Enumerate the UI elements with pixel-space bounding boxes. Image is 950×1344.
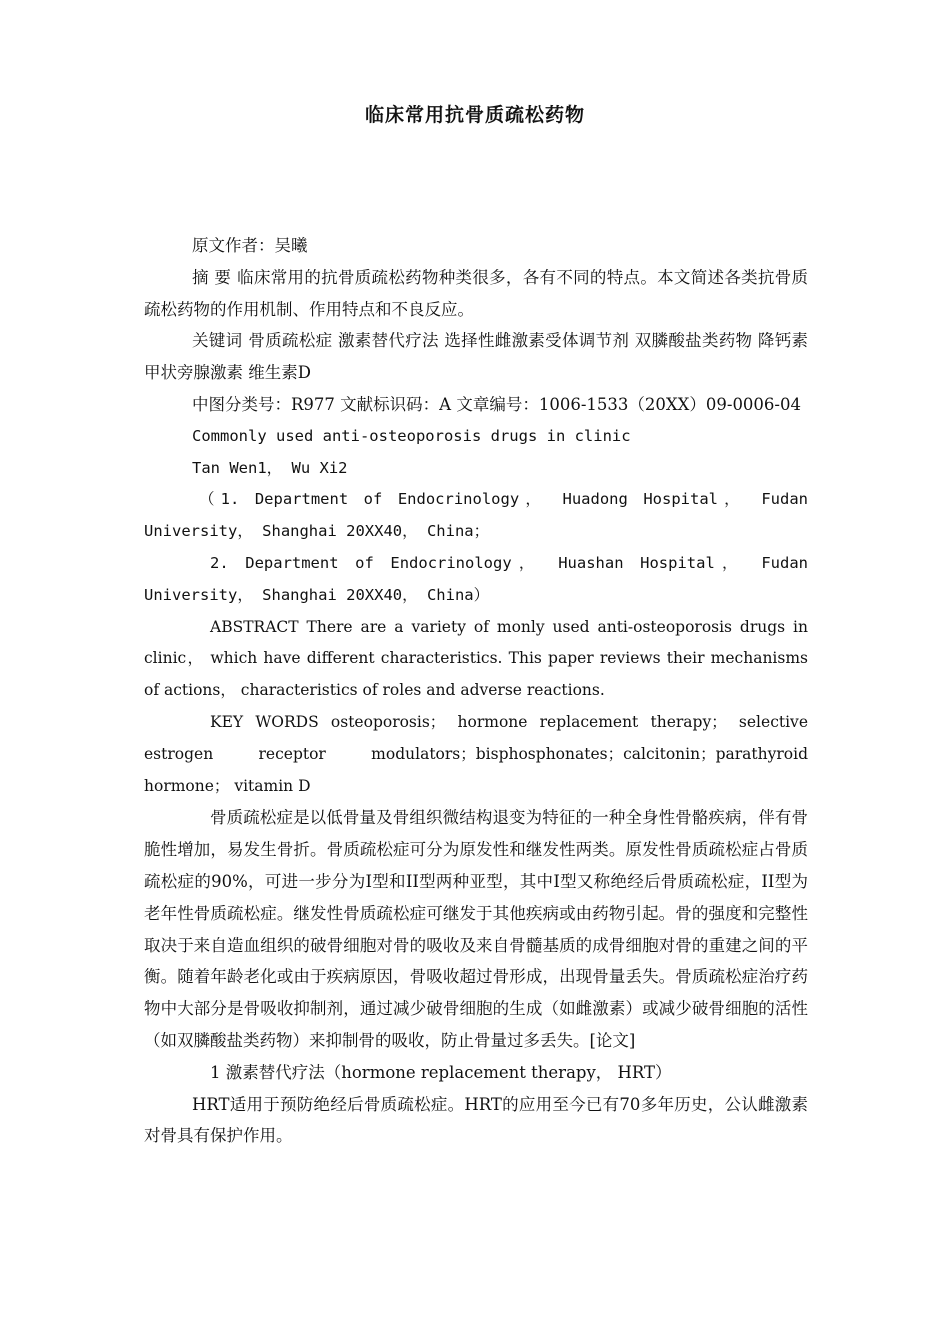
keywords-paragraph <box>144 325 808 389</box>
classification-line: 中图分类号：R977 文献标识码：A 文章编号：1006-1533（20XX）09-0006-04 <box>192 394 802 414</box>
english-authors: Tan Wen1， Wu Xi2 <box>192 458 348 477</box>
document-title: 临床常用抗骨质疏松药物 <box>364 104 585 126</box>
english-abstract: ABSTRACT There are a variety of monly used anti-osteoporosis drugs in clinic， which have different characteristics. This paper reviews their mechanisms of actions， characteristics of roles and adverse reactions. <box>144 617 808 700</box>
intro-paragraph: 骨质疏松症是以低骨量及骨组织微结构退变为特征的一种全身性骨骼疾病，伴有骨脆性增加，易发生骨折。骨质疏松症可分为原发性和继发性两类。原发性骨质疏松症占骨质疏松症的90%，可进一步分为I型和II型两种亚型，其中I型又称绝经后骨质疏松症，II型为老年性骨质疏松症。继发性骨质疏松症可继发于其他疾病或由药物引起。骨的强度和完整性取决于来自造血组织的破骨细胞对骨的吸收及来自骨髓基质的成骨细胞对骨的重建之间的平衡。随着年龄老化或由于疾病原因，骨吸收超过骨形成，出现骨量丢失。骨质疏松症治疗药物中大部分是骨吸收抑制剂，通过减少破骨细胞的生成（如雌激素）或减少破骨细胞的活性（如双膦酸盐类药物）来抑制骨的吸收，防止骨量过多丢失。[论文] <box>144 808 808 1050</box>
english-keywords: KEY WORDS osteoporosis； hormone replacement therapy； selective estrogen receptor modulators；bisphosphonates；calcitonin；parathyroid hormone； vitamin D <box>144 712 808 795</box>
section-1-heading: 1 激素替代疗法（hormone replacement therapy， HRT） <box>210 1062 672 1082</box>
abstract-paragraph <box>144 262 808 326</box>
english-title: Commonly used anti-osteoporosis drugs in clinic <box>192 426 631 445</box>
document-body <box>144 230 808 1152</box>
section-1-text: HRT适用于预防绝经后骨质疏松症。HRT的应用至今已有70多年历史，公认雌激素对骨具有保护作用。 <box>144 1094 808 1146</box>
abstract-text: 临床常用的抗骨质疏松药物种类很多，各有不同的特点。本文简述各类抗骨质疏松药物的作用机制、作用特点和不良反应。 <box>144 267 809 319</box>
affiliation-1: （1. Department of Endocrinology， Huadong Hospital， Fudan University， Shanghai 20XX40， China； <box>144 490 808 541</box>
keywords-label: 关键词 <box>192 331 243 351</box>
affiliation-2: 2. Department of Endocrinology， Huashan Hospital， Fudan University， Shanghai 20XX40， China） <box>144 553 808 604</box>
author-line: 原文作者：吴曦 <box>192 236 308 255</box>
keywords-text: 骨质疏松症 激素替代疗法 选择性雌激素受体调节剂 双膦酸盐类药物 降钙素 甲状旁腺激素 维生素D <box>144 331 809 383</box>
abstract-label: 摘 要 <box>192 267 232 287</box>
